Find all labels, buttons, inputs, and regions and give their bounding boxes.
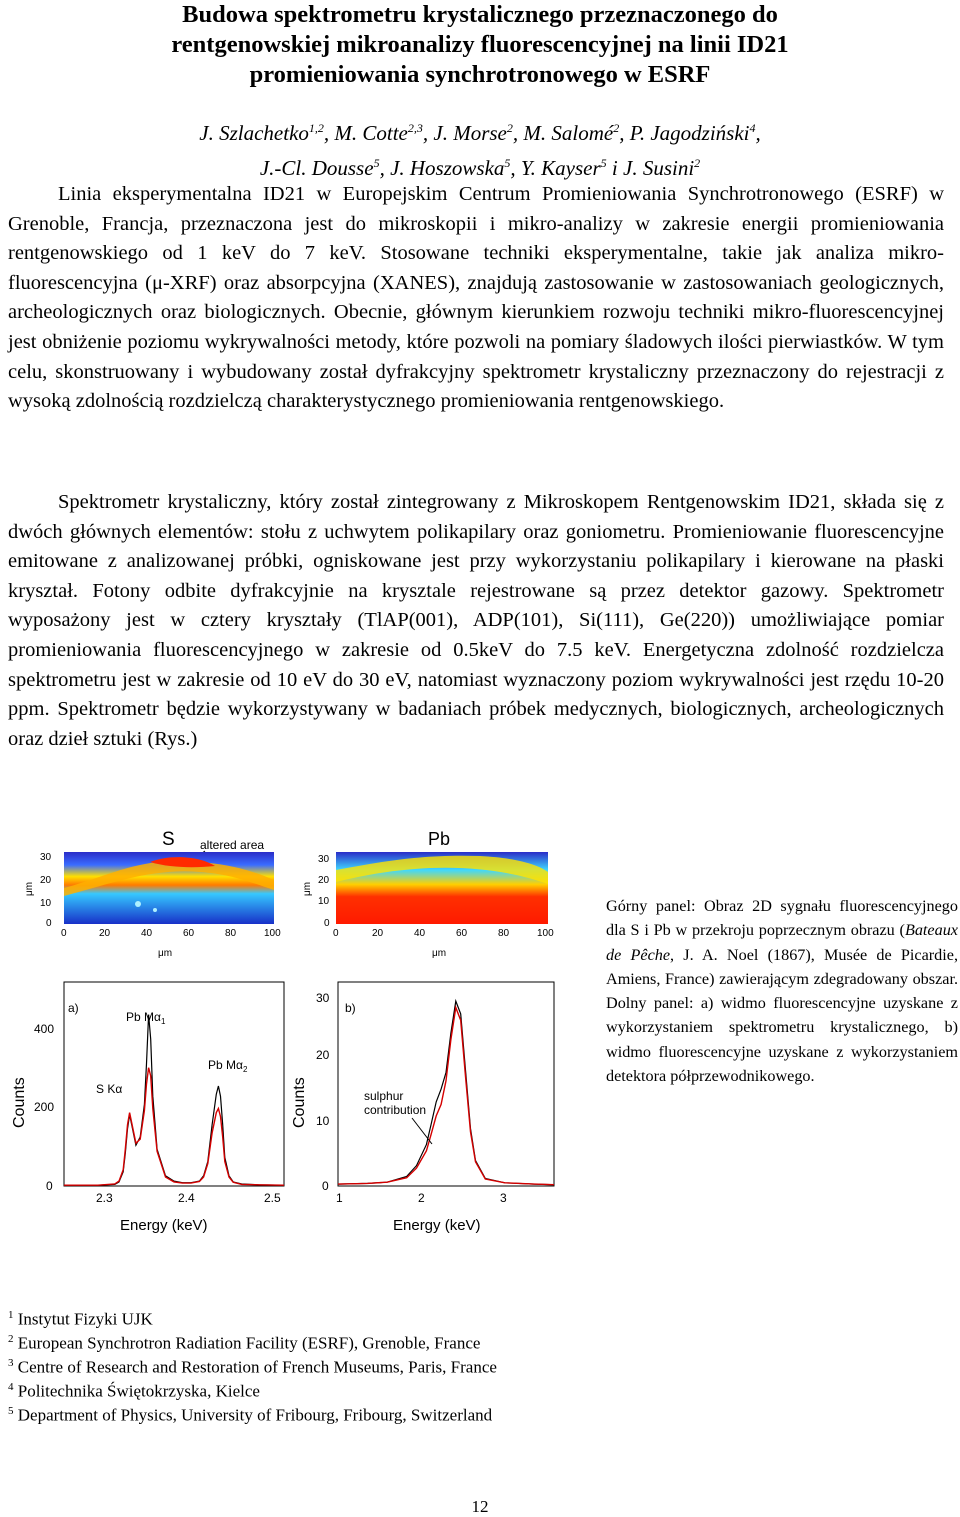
paragraph-text: Spektrometr krystaliczny, który został zintegrowany z Mikroskopem Rentgenowskim ID21, składa się z dwóch głównych elementów: stołu z uchwytem polikapilary oraz goniometru. Promieniowanie fluorescencyjne emitowane z analizowanej próbki, ogniskowane jest przy wykorzystaniu polikapilary i kierowane na płaski kryształ. Fotony odbite dyfrakcyjnie na krysztale rejestrowane są przez detektor gazowy. Spektrometr wyposażony jest w cztery kryształy (TlAP(001), ADP(101), Si(111), Ge(220)) umożliwiające pomiar promieniowania fluorescencyjnego w zakresie od 0.5keV do 7.5 keV. Energetyczna zdolność rozdzielcza spektrometru jest w zakresie od 10 eV do 30 eV, natomiast wyznaczony poziom wykrywalności jest rzędu 10-20 ppm. Spektrometr będzie wykorzystywany w badaniach próbek medycznych, biologicznych, archeologicznych oraz dzieł sztuki (Rys.) — [8, 491, 944, 750]
map-s — [24, 829, 281, 959]
author-separator: , — [323, 121, 335, 145]
axis-label: μm — [432, 948, 447, 959]
caption-text: Górny panel: Obraz 2D sygnału fluorescencyjnego dla S i Pb w przekroju poprzecznym obrazu ( — [606, 897, 958, 940]
author-affiliation: 5 — [373, 156, 380, 170]
tick-label: 80 — [225, 928, 237, 939]
peak-label — [126, 1010, 166, 1026]
map-spot — [153, 908, 157, 912]
paragraph-text: Linia eksperymentalna ID21 w Europejskim Centrum Promieniowania Synchrotronowego (ESRF) w Grenoble, Francja, przeznaczona jest do mikroskopii i mikro-analizy w zakresie energii promieniowania rentgenowskiego od 1 keV do 7 keV. Stosowane techniki eksperymentalne, takie jak analiza mikro-fluorescencyjna (μ-XRF) oraz absorpcyjna (XANES), znajdują zastosowanie w zastosowaniach geologicznych, archeologicznych oraz biologicznych. Obecnie, głównym kierunkiem rozwoju techniki mikro-fluorescencyjnej jest obniżenie poziomu wykrywalności metody, które pozwoli na pomiary śladowych ilości pierwiastków. W tym celu, skonstruowany i wybudowany został dyfrakcyjny spektrometr krystaliczny przeznaczony do rejestracji z wysoką zdolnością rozdzielczą charakterystycznego promieniowania rentgenowskiego. — [8, 183, 944, 413]
tick-label: 40 — [414, 928, 426, 939]
spectrum-a — [11, 982, 284, 1234]
tick-label: 3 — [500, 1191, 507, 1205]
tick-label: 10 — [316, 1114, 330, 1128]
axis-label: Energy (keV) — [393, 1217, 481, 1234]
axis-label: Counts — [291, 1077, 308, 1128]
affiliation — [8, 1400, 492, 1427]
peak-label-sub: 2 — [242, 1065, 248, 1074]
tick-label: 80 — [498, 928, 510, 939]
peak-label: S Kα — [96, 1082, 123, 1096]
author-affiliation: 5 — [504, 156, 511, 170]
tick-label: 2.4 — [178, 1191, 195, 1205]
caption-italic: Bateaux de Pêche — [606, 921, 958, 964]
affiliation-number: 1 — [8, 1309, 14, 1321]
map-title: Pb — [428, 829, 451, 849]
tick-label: 0 — [324, 918, 330, 929]
author-name: M. Cotte — [334, 121, 408, 145]
tick-label: 100 — [264, 928, 281, 939]
plot-text — [11, 1001, 281, 1234]
peak-label-text: Pb Mα — [208, 1058, 243, 1072]
affiliation-text: Centre of Research and Restoration of French Museums, Paris, France — [17, 1357, 497, 1377]
tick-label: 400 — [34, 1022, 55, 1036]
author-separator: , — [755, 121, 761, 145]
author-separator: , — [422, 121, 434, 145]
author-affiliation: 1,2 — [308, 121, 324, 135]
annotation-text: sulphur — [364, 1089, 404, 1103]
affiliation-text: European Synchrotron Radiation Facility (ESRF), Grenoble, France — [17, 1333, 481, 1353]
spectrum-line — [64, 1015, 284, 1186]
author-affiliation: 2 — [694, 156, 701, 170]
author-name: Y. Kayser — [520, 156, 601, 180]
panel-label: a) — [68, 1001, 79, 1015]
map-spot — [135, 901, 141, 907]
affiliation-text: Instytut Fizyki UJK — [17, 1309, 153, 1329]
tick-label: 200 — [34, 1100, 55, 1114]
spectrum-a-lines — [64, 1015, 284, 1186]
tick-label: 2.5 — [264, 1191, 281, 1205]
tick-label: 20 — [372, 928, 384, 939]
author-name: P. Jagodziński — [629, 121, 750, 145]
author-line — [0, 113, 960, 148]
paragraph-spectrometer — [8, 488, 944, 754]
affiliation-number: 4 — [8, 1381, 14, 1393]
title-line: promieniowania synchrotronowego w ESRF — [249, 61, 711, 88]
author-affiliation: 5 — [600, 156, 607, 170]
axis-label: Counts — [11, 1077, 28, 1128]
affiliation — [8, 1328, 480, 1355]
tick-label: 1 — [336, 1191, 343, 1205]
author-separator: i — [606, 156, 623, 180]
author-separator: , — [619, 121, 630, 145]
tick-label: 30 — [318, 854, 330, 865]
tick-label: 0 — [322, 1179, 329, 1193]
tick-label: 60 — [183, 928, 195, 939]
author-name: J. Hoszowska — [390, 156, 505, 180]
author-affiliation: 2 — [613, 121, 620, 135]
affiliation-number: 5 — [8, 1405, 14, 1417]
paragraph-intro — [8, 180, 944, 417]
figure — [0, 810, 600, 1280]
figure-caption — [606, 894, 958, 1088]
author-line — [0, 148, 960, 183]
author-name: J. Morse — [433, 121, 507, 145]
tick-label: 20 — [318, 875, 330, 886]
axis-label: μm — [24, 881, 35, 896]
map-annotation: altered area — [200, 838, 265, 852]
tick-label: 30 — [40, 852, 52, 863]
panel-label: b) — [345, 1001, 356, 1015]
author-separator: , — [379, 156, 391, 180]
tick-label: 100 — [537, 928, 554, 939]
affiliation-text: Politechnika Świętokrzyska, Kielce — [17, 1381, 260, 1401]
axis-label: Energy (keV) — [120, 1217, 208, 1234]
map-pb — [302, 829, 554, 959]
affiliation-number: 3 — [8, 1357, 14, 1369]
affiliation — [8, 1352, 497, 1379]
tick-label: 2 — [418, 1191, 425, 1205]
title-line: rentgenowskiej mikroanalizy fluorescencyjnej na linii ID21 — [171, 31, 789, 58]
author-list — [0, 113, 960, 183]
spectrum-b — [291, 982, 554, 1234]
tick-label: 20 — [40, 875, 52, 886]
axis-label: μm — [302, 881, 313, 896]
peak-label — [208, 1058, 248, 1074]
affiliation-text: Department of Physics, University of Fribourg, Fribourg, Switzerland — [17, 1405, 493, 1425]
affiliation — [8, 1376, 260, 1403]
tick-label: 20 — [316, 1048, 330, 1062]
tick-label: 60 — [456, 928, 468, 939]
tick-label: 0 — [46, 1179, 53, 1193]
tick-label: 40 — [141, 928, 153, 939]
author-name: J. Susini — [623, 156, 695, 180]
tick-label: 10 — [318, 896, 330, 907]
tick-label: 0 — [46, 918, 52, 929]
author-affiliation: 2 — [506, 121, 513, 135]
author-affiliation: 2,3 — [407, 121, 423, 135]
author-separator: , — [510, 156, 521, 180]
tick-label: 2.3 — [96, 1191, 113, 1205]
caption-text: , J. A. Noel (1867), Musée de Picardie, Amiens, France) zawierającym zdegradowany obszar. Dolny panel: a) widmo fluorescencyjne uzyskane z wykorzystaniem spektrometru krystalicznego, b) widmo fluorescencyjne uzyskane z wykorzystaniem detektora półprzewodnikowego. — [606, 945, 958, 1086]
tick-label: 0 — [61, 928, 67, 939]
author-name: J. Szlachetko — [199, 121, 309, 145]
affiliation-number: 2 — [8, 1333, 14, 1345]
title-line: Budowa spektrometru krystalicznego przeznaczonego do — [182, 1, 778, 28]
tick-label: 30 — [316, 991, 330, 1005]
author-affiliation: 4 — [749, 121, 756, 135]
peak-label-sub: 1 — [160, 1017, 166, 1026]
author-separator: , — [512, 121, 524, 145]
tick-label: 20 — [99, 928, 111, 939]
plot-text — [291, 991, 507, 1234]
author-name: J.-Cl. Dousse — [259, 156, 374, 180]
tick-label: 0 — [333, 928, 339, 939]
map-title: S — [162, 829, 175, 850]
axis-label: μm — [158, 948, 173, 959]
paper-title — [0, 0, 960, 90]
tick-label: 10 — [40, 898, 52, 909]
affiliation — [8, 1304, 153, 1331]
annotation-text: contribution — [364, 1103, 427, 1117]
page-number: 12 — [471, 1497, 489, 1516]
peak-label-text: Pb Mα — [126, 1010, 161, 1024]
author-name: M. Salomé — [523, 121, 614, 145]
